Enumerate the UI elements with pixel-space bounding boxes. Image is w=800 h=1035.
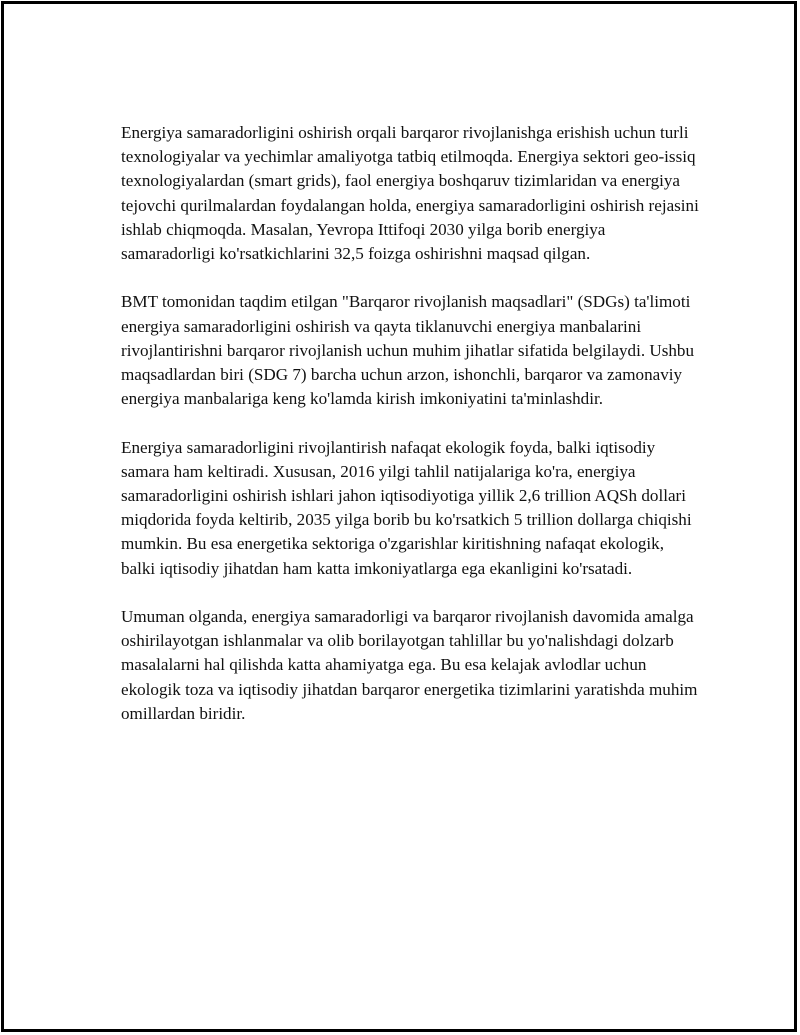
paragraph-4: Umuman olganda, energiya samaradorligi va barqaror rivojlanish davomida amalga oshirilayotgan ishlanmalar va olib borilayotgan tahlillar bu yo'nalishdagi dolzarb masalalarni hal qilishda katta ahamiyatga ega. Bu esa kelajak avlodlar uchun ekologik toza va iqtisodiy jihatdan barqaror energetika tizimlarini yaratishda muhim omillardan biridir. xyxy=(121,607,698,723)
document-body xyxy=(121,121,701,750)
page-border xyxy=(1,1,797,1032)
paragraph-1: Energiya samaradorligini oshirish orqali barqaror rivojlanishga erishish uchun turli texnologiyalar va yechimlar amaliyotga tatbiq etilmoqda. Energiya sektori geo-issiq texnologiyalardan (smart grids), faol energiya boshqaruv tizimlaridan va energiya tejovchi qurilmalardan foydalangan holda, energiya samaradorligini oshirish rejasini ishlab chiqmoqda. Masalan, Yevropa Ittifoqi 2030 yilga borib energiya samaradorligi ko'rsatkichlarini 32,5 foizga oshirishni maqsad qilgan. xyxy=(121,123,699,264)
paragraph-2: BMT tomonidan taqdim etilgan "Barqaror rivojlanish maqsadlari" (SDGs) ta'limoti energiya samaradorligini oshirish va qayta tiklanuvchi energiya manbalarini rivojlantirishni barqaror rivojlanish uchun muhim jihatlar sifatida belgilaydi. Ushbu maqsadlardan biri (SDG 7) barcha uchun arzon, ishonchli, barqaror va zamonaviy energiya manbalariga keng ko'lamda kirish imkoniyatini ta'minlashdir. xyxy=(121,292,694,409)
paragraph-3: Energiya samaradorligini rivojlantirish nafaqat ekologik foyda, balki iqtisodiy samara ham keltiradi. Xususan, 2016 yilgi tahlil natijalariga ko'ra, energiya samaradorligini oshirish ishlari jahon iqtisodiyotiga yillik 2,6 trillion AQSh dollari miqdorida foyda keltirib, 2035 yilga borib bu ko'rsatkich 5 trillion dollarga chiqishi mumkin. Bu esa energetika sektoriga o'zgarishlar kiritishning nafaqat ekologik, balki iqtisodiy jihatdan ham katta imkoniyatlarga ega ekanligini ko'rsatadi. xyxy=(121,437,692,578)
